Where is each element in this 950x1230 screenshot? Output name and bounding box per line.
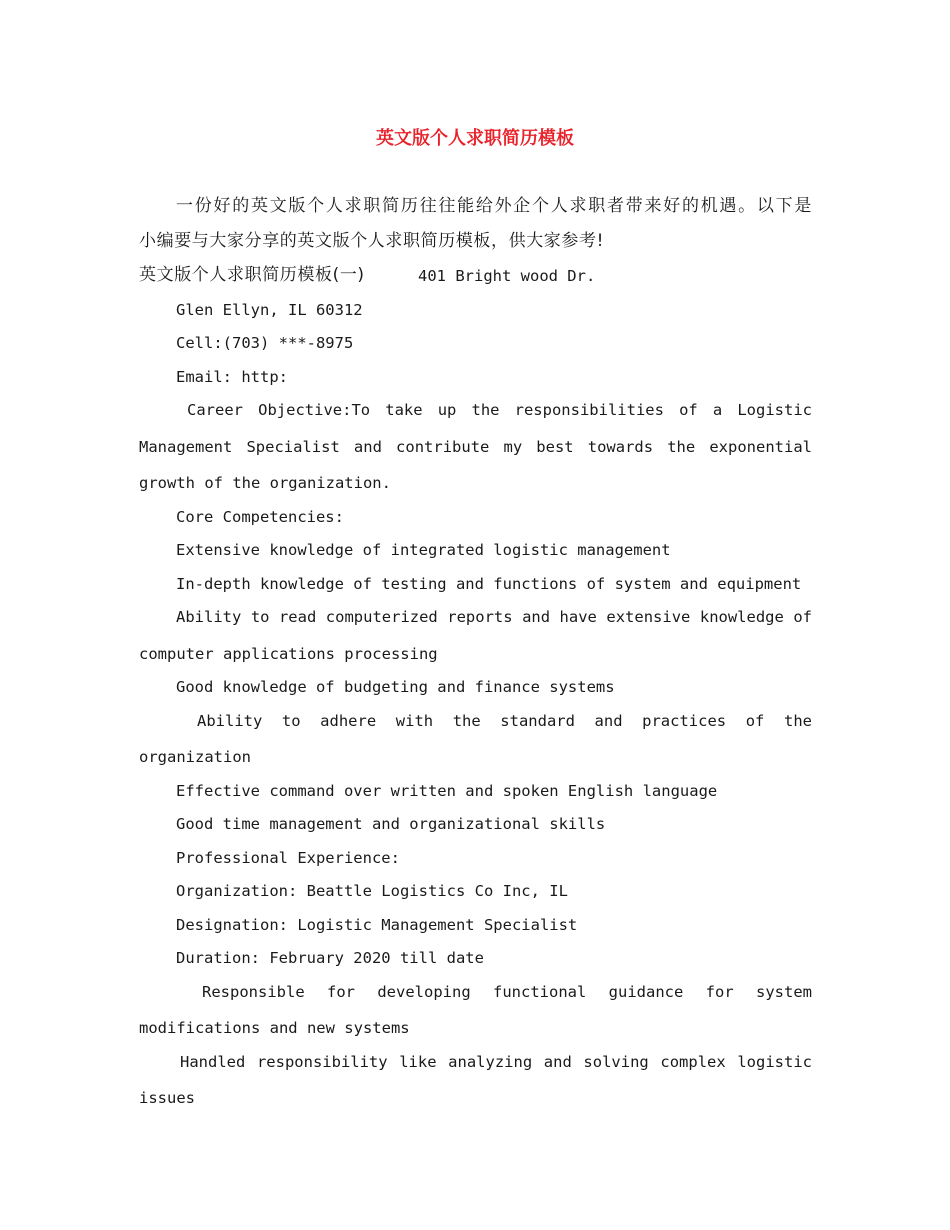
experience-heading: Professional Experience:	[176, 849, 400, 867]
competency-7: Good time management and organizational skills	[176, 815, 606, 833]
competency-4: Good knowledge of budgeting and finance systems	[176, 678, 615, 696]
objective-line-1: Career Objective:To take up the responsibilities of a Logistic	[187, 401, 812, 419]
competency-5-line-1: Ability to adhere with the standard and practices of the	[197, 712, 812, 730]
template-heading: 英文版个人求职简历模板(一)	[139, 265, 365, 285]
competency-3-line-2: computer applications processing	[139, 645, 438, 663]
competency-6: Effective command over written and spoken English language	[176, 782, 718, 800]
address-city: Glen Ellyn, IL 60312	[176, 301, 363, 319]
responsibility-2-line-2: issues	[139, 1089, 195, 1107]
competency-5-line-2: organization	[139, 748, 251, 766]
objective-line-3: growth of the organization.	[139, 474, 391, 492]
email: Email: http:	[176, 368, 288, 386]
responsibility-2-line-1: Handled responsibility like analyzing and solving complex logistic	[180, 1053, 812, 1071]
intro-line-1: 一份好的英文版个人求职简历往往能给外企个人求职者带来好的机遇。以下是	[176, 196, 812, 216]
responsibility-1-line-2: modifications and new systems	[139, 1019, 410, 1037]
cell-phone: Cell:(703) ***-8975	[176, 334, 354, 352]
competency-1: Extensive knowledge of integrated logistic management	[176, 541, 671, 559]
intro-line-2: 小编要与大家分享的英文版个人求职简历模板，供大家参考!	[139, 231, 605, 251]
competency-3-line-1: Ability to read computerized reports and have extensive knowledge of	[176, 608, 812, 626]
organization: Organization: Beattle Logistics Co Inc, IL	[176, 882, 568, 900]
document-title: 英文版个人求职简历模板	[376, 128, 574, 149]
designation: Designation: Logistic Management Specialist	[176, 916, 578, 934]
responsibility-1-line-1: Responsible for developing functional guidance for system	[202, 983, 812, 1001]
competencies-heading: Core Competencies:	[176, 508, 344, 526]
competency-2: In-depth knowledge of testing and functions of system and equipment	[176, 575, 802, 593]
duration: Duration: February 2020 till date	[176, 949, 484, 967]
objective-line-2: Management Specialist and contribute my best towards the exponential	[139, 438, 812, 456]
address-street: 401 Bright wood Dr.	[418, 267, 596, 285]
